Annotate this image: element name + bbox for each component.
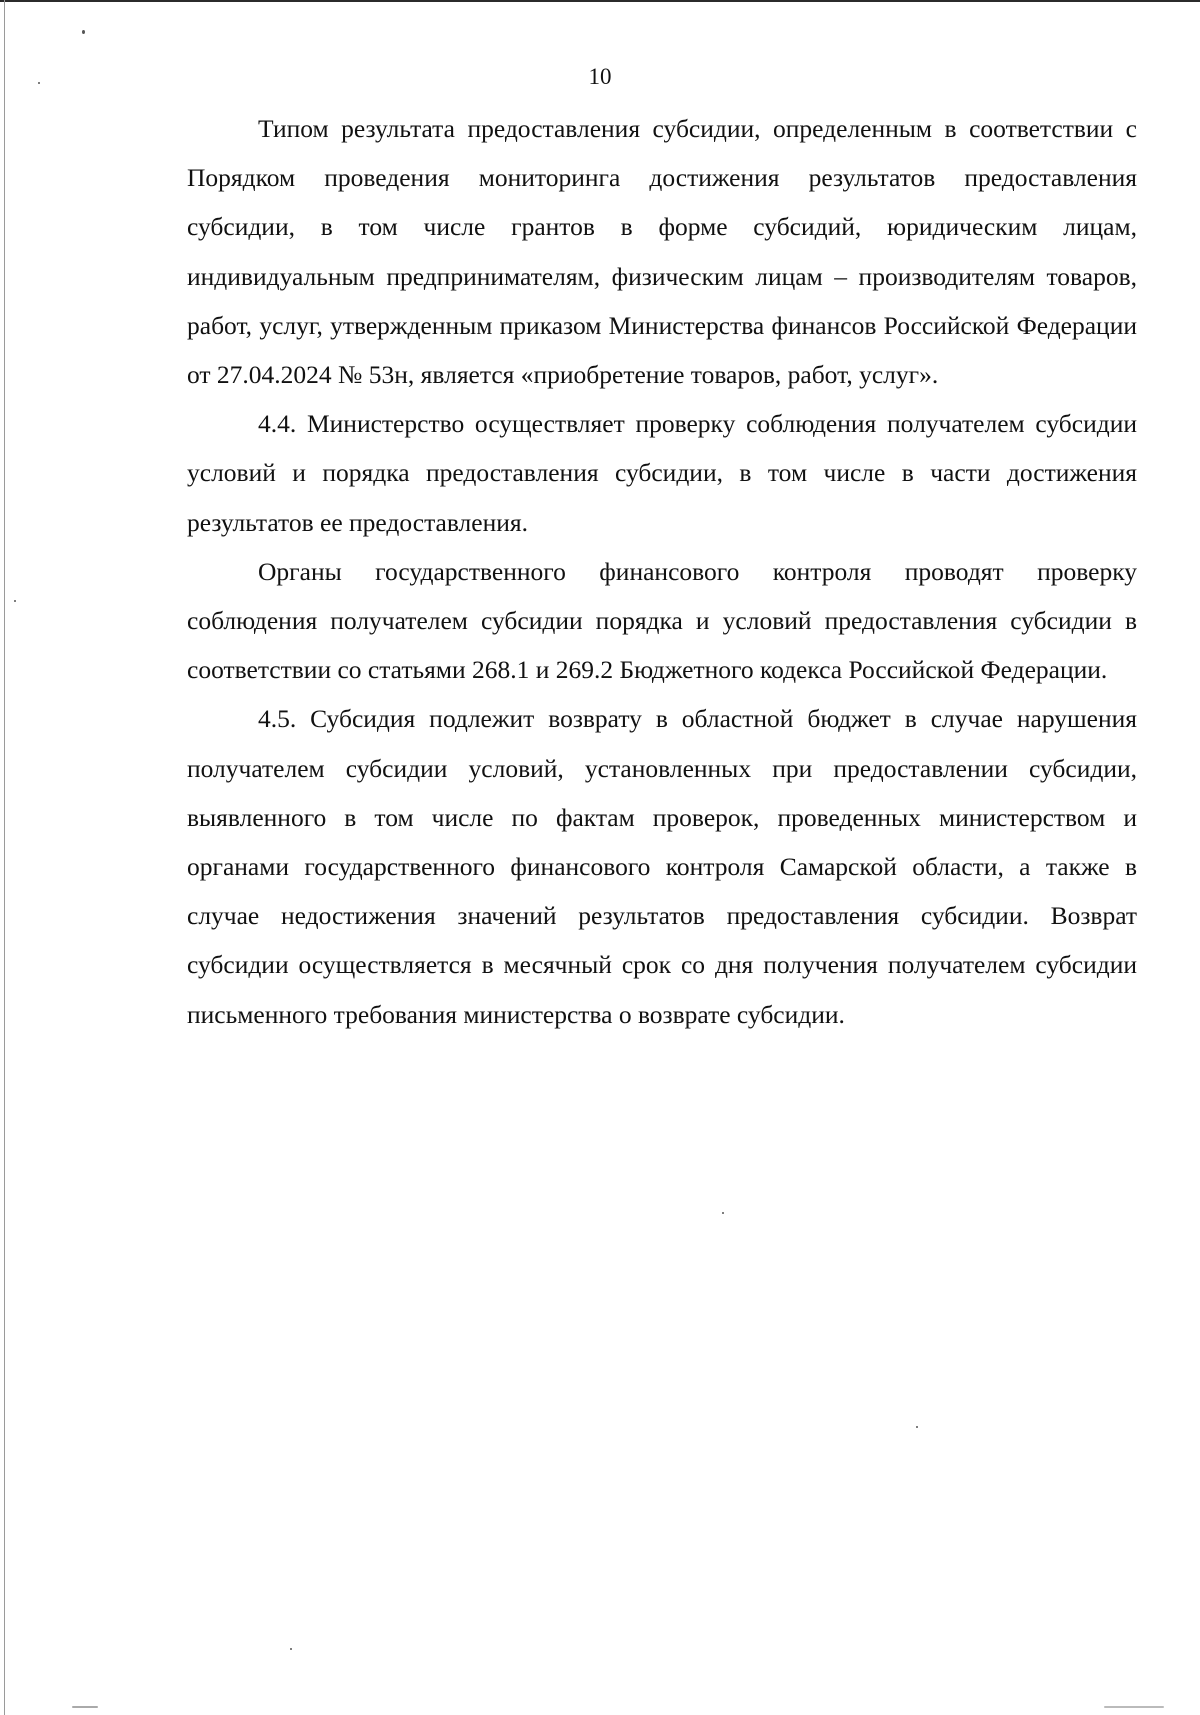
paragraph-financial-control: Органы государственного финансового контроля проводят проверку соблюдения получателем субсидии порядка и условий предоставления субсидии в соответствии со статьями 268.1 и 269.2 Бюджетного кодекса Российской Федерации. — [187, 556, 1137, 685]
scan-speck — [290, 1648, 292, 1650]
scan-speck — [1104, 1706, 1164, 1708]
document-body — [187, 104, 1137, 1039]
scan-left-border — [4, 0, 5, 1715]
page-number: 10 — [588, 64, 612, 89]
scan-speck — [722, 1212, 724, 1214]
scan-speck — [82, 30, 85, 34]
paragraph-4-5: 4.5. Субсидия подлежит возврату в областной бюджет в случае нарушения получателем субсидии условий, установленных при предоставлении субсидии, выявленного в том числе по фактам проверок, проведенных министерством и органами государственного финансового контроля Самарской области, а также в случае недостижения значений результатов предоставления субсидии. Возврат субсидии осуществляется в месячный срок со дня получения получателем субсидии письменного требования министерства о возврате субсидии. — [187, 704, 1137, 1029]
scan-speck — [916, 1426, 918, 1428]
scan-speck — [14, 600, 16, 602]
paragraph-result-type: Типом результата предоставления субсидии, определенным в соответствии с Порядком проведения мониторинга достижения результатов предоставления субсидии, в том числе грантов в форме субсидий, юридическим лицам, индивидуальным предпринимателям, физическим лицам – производителям товаров, работ, услуг, утвержденным приказом Министерства финансов Российской Федерации от 27.04.2024 № 53н, является «приобретение товаров, работ, услуг». — [187, 114, 1137, 390]
scan-speck — [72, 1706, 98, 1708]
paragraph-4-4: 4.4. Министерство осуществляет проверку соблюдения получателем субсидии условий и порядка предоставления субсидии, в том числе в части достижения результатов ее предоставления. — [187, 409, 1137, 537]
scan-top-border — [0, 0, 1200, 2]
